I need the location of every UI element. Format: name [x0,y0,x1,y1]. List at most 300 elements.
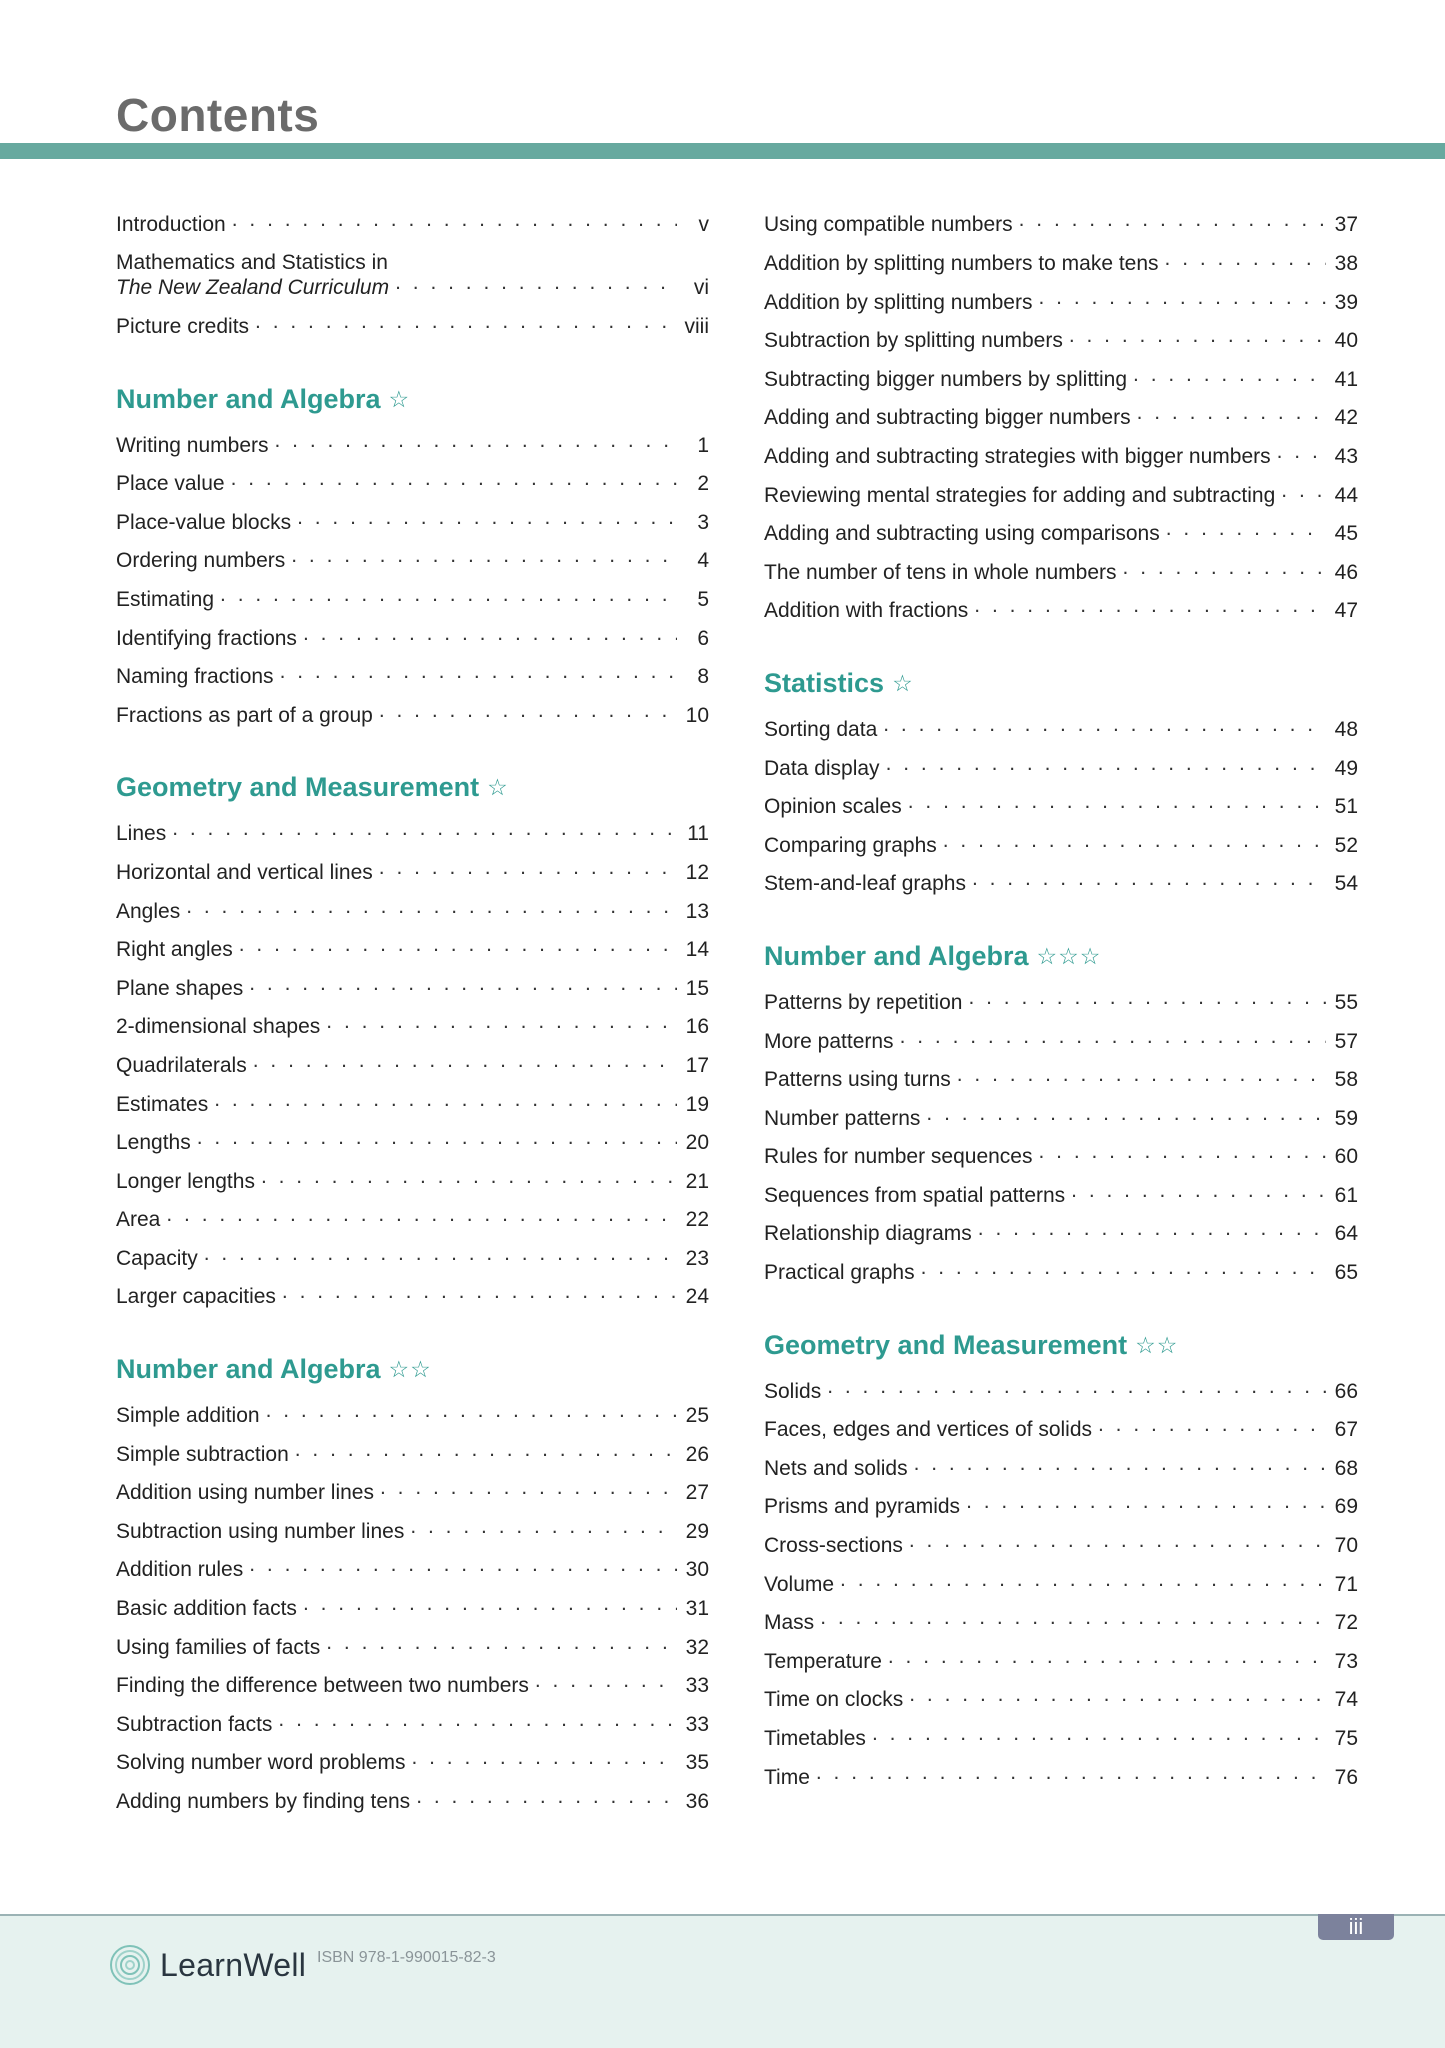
toc-entry-page: 8 [697,665,709,689]
toc-entry-label: Addition with fractions [764,599,969,623]
toc-entry-page: 46 [1334,560,1358,584]
toc-entry-label: Patterns using turns [764,1068,951,1092]
toc-entry-label [116,250,389,300]
star-icon: ☆☆ [1135,1331,1179,1358]
toc-entry[interactable] [116,535,709,574]
page-title: Contents [116,89,320,141]
toc-entry[interactable] [764,1713,1358,1752]
toc-entry[interactable] [116,1698,709,1737]
toc-entry-label: Addition by splitting numbers to make tens [764,252,1159,275]
toc-entry-page: 33 [685,1712,709,1736]
toc-entry-label: The number of tens in whole numbers [764,560,1117,584]
toc-entry-page: 44 [1334,483,1358,507]
toc-entry-page: 15 [685,976,709,1000]
toc-entry-page: viii [684,315,709,338]
toc-entry-label: Faces, edges and vertices of solids [764,1418,1093,1442]
dot-leader [303,621,677,646]
dot-leader [535,1668,677,1693]
toc-entry-page: 73 [1334,1649,1358,1673]
toc-entry[interactable] [764,819,1358,858]
toc-entry-label: Longer lengths [116,1169,255,1193]
toc-entry[interactable] [764,742,1358,781]
toc-entry-page: 16 [685,1015,709,1039]
toc-entry[interactable] [116,1660,709,1699]
toc-entry-page: 5 [697,587,709,611]
toc-entry-page: 72 [1334,1611,1358,1635]
toc-entry-page: 19 [685,1092,709,1116]
dot-leader [232,207,677,232]
star-icon: ☆ [388,385,411,412]
dot-leader [379,698,677,723]
toc-entry[interactable] [116,1078,709,1117]
toc-entry[interactable] [764,199,1358,238]
toc-entry[interactable] [764,1520,1358,1559]
star-icon: ☆ [487,774,509,801]
toc-entry[interactable] [764,977,1358,1016]
dot-leader [172,816,677,841]
page-number-tab: iii [1318,1914,1394,1940]
toc-entry-label: Ordering numbers [116,549,286,573]
section-heading-text: Statistics [764,668,885,699]
toc-entry-label: Number patterns [764,1106,921,1130]
toc-entry-label: More patterns [764,1029,894,1053]
section-heading-text: Number and Algebra [764,941,1029,971]
toc-entry-page: 31 [685,1597,709,1621]
toc-entry-label: Subtraction facts [116,1712,273,1736]
star-icon: ☆☆ [388,1356,432,1383]
toc-entry-label: Adding numbers by finding tens [116,1790,411,1813]
toc-entry[interactable] [764,781,1358,820]
dot-leader [1137,400,1326,425]
toc-entry-label: Using families of facts [116,1635,321,1659]
toc-entry[interactable] [116,301,709,340]
toc-entry-label: Solving number word problems [116,1751,406,1775]
dot-leader [1123,555,1326,580]
section-heading [116,379,709,419]
dot-leader [214,1087,677,1112]
toc-entry-label: Estimating [116,587,215,611]
dot-leader [326,1009,677,1034]
toc-entry[interactable] [116,1040,709,1079]
dot-leader [872,1721,1326,1746]
toc-entry-page: 49 [1334,756,1358,780]
toc-entry[interactable] [116,1390,709,1429]
toc-entry-page: 61 [1334,1183,1358,1207]
toc-entry[interactable] [764,1751,1358,1790]
dot-leader [278,1707,677,1732]
dot-leader [1069,323,1326,348]
toc-entry-page: 29 [685,1519,709,1543]
toc-entry[interactable] [116,1583,709,1622]
toc-entry-page: 58 [1334,1068,1358,1092]
toc-entry[interactable] [764,1247,1358,1286]
toc-entry[interactable] [764,353,1358,392]
toc-entry[interactable] [764,238,1358,277]
dot-leader [239,932,677,957]
toc-entry[interactable] [764,1404,1358,1443]
dot-leader [416,1784,677,1809]
toc-entry-label: Patterns by repetition [764,990,963,1014]
toc-entry-page: 42 [1334,406,1358,430]
dot-leader [908,789,1326,814]
dot-leader [1038,1139,1326,1164]
toc-entry-page: 67 [1334,1418,1358,1442]
dot-leader [827,1374,1326,1399]
toc-entry[interactable] [116,199,709,238]
toc-entry-page: 55 [1334,990,1358,1014]
toc-entry[interactable] [116,808,709,847]
toc-entry[interactable] [764,1481,1358,1520]
toc-entry-page: 12 [685,860,709,884]
toc-entry-label: Simple addition [116,1404,260,1428]
toc-entry[interactable] [764,1015,1358,1054]
dot-leader [943,828,1326,853]
toc-entry[interactable] [116,574,709,613]
toc-entry-label-line1: Mathematics and Statistics in [116,251,388,275]
toc-entry[interactable] [764,431,1358,470]
section-heading [116,1350,709,1390]
toc-entry-label: Addition using number lines [116,1481,374,1505]
toc-entry-page: 68 [1334,1456,1358,1480]
dot-leader [291,543,677,568]
toc-entry-page: 17 [685,1053,709,1077]
dot-leader [1277,439,1326,464]
toc-entry[interactable] [116,924,709,963]
section-heading [116,768,709,808]
toc-entry-label: Time [764,1765,810,1789]
dot-leader [1166,516,1326,541]
toc-entry-label-line2: The New Zealand Curriculum [116,276,390,300]
dot-leader [1281,478,1326,503]
dot-leader [888,1644,1326,1669]
toc-entry-label: Sorting data [764,717,878,741]
toc-entry-label: Mass [764,1611,815,1635]
toc-entry-label: Volume [764,1572,835,1596]
toc-entry-page: 69 [1334,1495,1358,1519]
toc-entry-page: 30 [685,1558,709,1582]
toc-entry-page: 52 [1334,833,1358,857]
toc-entry-page: 13 [685,899,709,923]
swirl-logo-icon [108,1943,152,1987]
toc-entry[interactable] [116,885,709,924]
toc-entry-page: 21 [685,1169,709,1193]
toc-entry-page: 33 [685,1674,709,1698]
brand-logo [108,1943,306,1987]
toc-entry-page: 51 [1334,795,1358,819]
star-icon: ☆ [892,670,914,697]
toc-entry-label: Reviewing mental strategies for adding and subtracting [764,483,1276,507]
toc-entry-label: Temperature [764,1649,882,1673]
dot-leader [840,1567,1326,1592]
dot-leader [1133,362,1326,387]
toc-entry-page: 24 [685,1285,709,1309]
toc-entry-page: v [698,213,709,237]
toc-entry-label: Lines [116,822,167,846]
toc-entry-page: 76 [1334,1765,1358,1789]
section-heading-text: Number and Algebra [116,383,381,414]
toc-entry[interactable] [116,1544,709,1583]
toc-entry[interactable] [116,1117,709,1156]
toc-entry-page: 37 [1334,213,1358,237]
toc-entry-page: 26 [685,1442,709,1466]
section-heading-text: Geometry and Measurement [764,1329,1128,1360]
toc-entry-label: Horizontal and vertical lines [116,860,373,884]
toc-entry-page: 64 [1334,1222,1358,1246]
toc-entry[interactable] [764,1635,1358,1674]
toc-entry-label: Quadrilaterals [116,1053,247,1077]
toc-entry-page: 41 [1334,367,1358,391]
dot-leader [883,712,1326,737]
toc-entry[interactable] [764,276,1358,315]
toc-entry-label: Subtraction using number lines [116,1519,405,1543]
toc-entry-label: Subtracting bigger numbers by splitting [764,367,1128,391]
toc-entry-label: Identifying fractions [116,626,297,650]
toc-entry-page: 3 [697,510,709,534]
toc-entry-page: 70 [1334,1534,1358,1558]
toc-entry[interactable] [764,1169,1358,1208]
toc-entry[interactable] [764,704,1358,743]
dot-leader [909,1682,1326,1707]
toc-entry[interactable] [764,392,1358,431]
toc-entry-page: 27 [685,1481,709,1505]
dot-leader [966,1489,1326,1514]
toc-entry-label: Time on clocks [764,1688,904,1712]
toc-entry[interactable] [764,585,1358,624]
toc-entry-label: Solids [764,1379,822,1403]
toc-entry-page: 22 [685,1208,709,1232]
dot-leader [197,1125,677,1150]
dot-leader [231,466,677,491]
dot-leader [1071,1178,1326,1203]
toc-entry-page: 2 [697,472,709,496]
dot-leader [974,593,1326,618]
dot-leader [380,1475,677,1500]
toc-entry-label: Nets and solids [764,1456,908,1480]
toc-entry-page: 35 [685,1751,709,1775]
dot-leader [166,1202,677,1227]
toc-entry-label: Adding and subtracting strategies with bigger numbers [764,444,1271,468]
section-heading-text: Number and Algebra [116,1354,381,1385]
toc-entry-label: Naming fractions [116,665,274,689]
dot-leader [253,1048,677,1073]
star-icon: ☆☆☆ [1036,943,1102,969]
toc-entry-label: Simple subtraction [116,1442,289,1466]
title-divider [0,143,1445,159]
toc-entry-label: Comparing graphs [764,833,937,857]
toc-entry-label: Area [116,1208,161,1232]
toc-entry[interactable] [116,1155,709,1194]
toc-entry[interactable] [116,496,709,535]
dot-leader [266,1398,677,1423]
toc-right-column [764,199,1358,1790]
toc-entry-page: 48 [1334,717,1358,741]
toc-entry-page: 1 [697,433,709,457]
toc-entry-label: Cross-sections [764,1534,903,1558]
toc-entry[interactable] [116,1271,709,1310]
toc-entry-label: Picture credits [116,315,250,338]
dot-leader [820,1605,1326,1630]
toc-entry[interactable] [116,1001,709,1040]
toc-entry[interactable] [116,1467,709,1506]
toc-entry-page: 54 [1334,872,1358,896]
section-heading-text: Geometry and Measurement [116,772,480,803]
dot-leader [410,1514,677,1539]
toc-entry-label: 2-dimensional shapes [116,1015,321,1039]
dot-leader [295,1437,677,1462]
toc-entry[interactable] [116,1737,709,1776]
toc-entry[interactable] [116,612,709,651]
toc-entry-label: Finding the difference between two numbers [116,1674,529,1698]
toc-entry[interactable] [116,651,709,690]
dot-leader [249,1552,677,1577]
toc-entry-page: 65 [1334,1261,1358,1285]
toc-entry-page: 32 [685,1635,709,1659]
dot-leader [280,659,677,684]
dot-leader [900,1024,1326,1049]
toc-entry[interactable] [764,1208,1358,1247]
toc-entry[interactable] [116,1505,709,1544]
toc-entry-label: Writing numbers [116,433,269,457]
toc-entry-label: Adding and subtracting using comparisons [764,522,1160,546]
dot-leader [186,894,677,919]
toc-entry-label: Stem-and-leaf graphs [764,872,966,896]
dot-leader [957,1062,1326,1087]
dot-leader [1165,246,1326,271]
toc-entry-label: Larger capacities [116,1285,276,1309]
dot-leader [1098,1412,1326,1437]
toc-entry[interactable] [116,458,709,497]
dot-leader [886,751,1326,776]
toc-entry-page: 38 [1334,252,1358,275]
toc-entry-label: Capacity [116,1246,198,1270]
toc-entry-label: Fractions as part of a group [116,703,373,727]
dot-leader [926,1101,1326,1126]
dot-leader [914,1451,1326,1476]
toc-entry-page: 4 [697,549,709,573]
toc-entry-page: 11 [687,822,709,846]
toc-entry-page: 74 [1334,1688,1358,1712]
toc-entry[interactable] [764,315,1358,354]
toc-entry[interactable] [764,858,1358,897]
section-heading [764,1325,1358,1365]
toc-entry-label: Practical graphs [764,1261,915,1285]
toc-entry[interactable] [116,962,709,1001]
toc-entry[interactable] [116,689,709,728]
toc-entry-page: 43 [1334,444,1358,468]
toc-entry-label: Plane shapes [116,976,244,1000]
dot-leader [1038,285,1326,310]
toc-entry[interactable] [116,238,709,301]
toc-entry-page: 57 [1334,1029,1358,1053]
toc-entry[interactable] [764,1597,1358,1636]
dot-leader [968,985,1326,1010]
toc-entry-page: 25 [685,1404,709,1428]
toc-entry-page: 59 [1334,1106,1358,1130]
toc-entry-label: Using compatible numbers [764,213,1013,237]
dot-leader [379,855,677,880]
toc-entry-page: 6 [697,626,709,650]
toc-entry-label: Place-value blocks [116,510,292,534]
toc-entry-label: Sequences from spatial patterns [764,1183,1066,1207]
dot-leader [972,866,1326,891]
dot-leader [275,428,678,453]
section-heading [764,664,1358,704]
toc-left-column [116,199,709,1814]
toc-entry[interactable] [764,1365,1358,1404]
dot-leader [261,1164,677,1189]
toc-entry-label: Relationship diagrams [764,1222,972,1246]
toc-entry-page: 45 [1334,522,1358,546]
toc-entry[interactable] [764,469,1358,508]
toc-entry[interactable] [116,1194,709,1233]
toc-entry-label: Addition rules [116,1558,244,1582]
toc-entry-label: Opinion scales [764,795,902,819]
isbn-text: ISBN 978-1-990015-82-3 [317,1949,496,1966]
dot-leader [255,309,677,334]
dot-leader [978,1216,1326,1241]
section-heading [764,937,1358,977]
dot-leader [921,1255,1326,1280]
toc-entry-page: 40 [1334,329,1358,353]
toc-entry[interactable] [764,1054,1358,1093]
toc-entry[interactable] [764,546,1358,585]
toc-entry[interactable] [764,1558,1358,1597]
dot-leader [249,971,677,996]
toc-entry-page: vi [693,276,709,300]
toc-entry[interactable] [116,1232,709,1271]
toc-entry-label: Timetables [764,1727,866,1750]
toc-entry-label: Angles [116,899,181,923]
toc-entry-label: Prisms and pyramids [764,1495,961,1519]
dot-leader [1019,207,1326,232]
dot-leader [297,505,677,530]
toc-entry[interactable] [116,847,709,886]
dot-leader [220,582,677,607]
dot-leader [204,1241,677,1266]
toc-entry-label: Estimates [116,1092,209,1116]
brand-name: LearnWell [160,1946,307,1983]
toc-entry[interactable] [764,1131,1358,1170]
toc-entry-page: 14 [685,938,709,962]
toc-entry-page: 23 [685,1246,709,1270]
toc-entry-label: Data display [764,756,880,780]
toc-entry-label: Place value [116,472,225,496]
toc-entry-label: Adding and subtracting bigger numbers [764,406,1131,430]
toc-entry[interactable] [764,508,1358,547]
toc-entry[interactable] [764,1674,1358,1713]
toc-entry-page: 20 [685,1131,709,1155]
dot-leader [395,270,677,295]
toc-entry[interactable] [116,1621,709,1660]
dot-leader [303,1591,677,1616]
toc-entry-page: 36 [685,1790,709,1813]
dot-leader [909,1528,1326,1553]
toc-entry-label: Subtraction by splitting numbers [764,329,1063,353]
toc-entry-label: Basic addition facts [116,1597,297,1621]
toc-entry-page: 71 [1334,1572,1358,1596]
toc-entry[interactable] [764,1092,1358,1131]
dot-leader [816,1760,1326,1785]
toc-entry-page: 47 [1334,599,1358,623]
toc-entry[interactable] [116,1776,709,1815]
toc-entry-label: Introduction [116,213,226,237]
toc-entry[interactable] [116,419,709,458]
toc-entry[interactable] [116,1428,709,1467]
toc-entry[interactable] [764,1442,1358,1481]
toc-entry-page: 75 [1334,1727,1358,1750]
toc-entry-page: 10 [685,703,709,727]
dot-leader [411,1745,677,1770]
